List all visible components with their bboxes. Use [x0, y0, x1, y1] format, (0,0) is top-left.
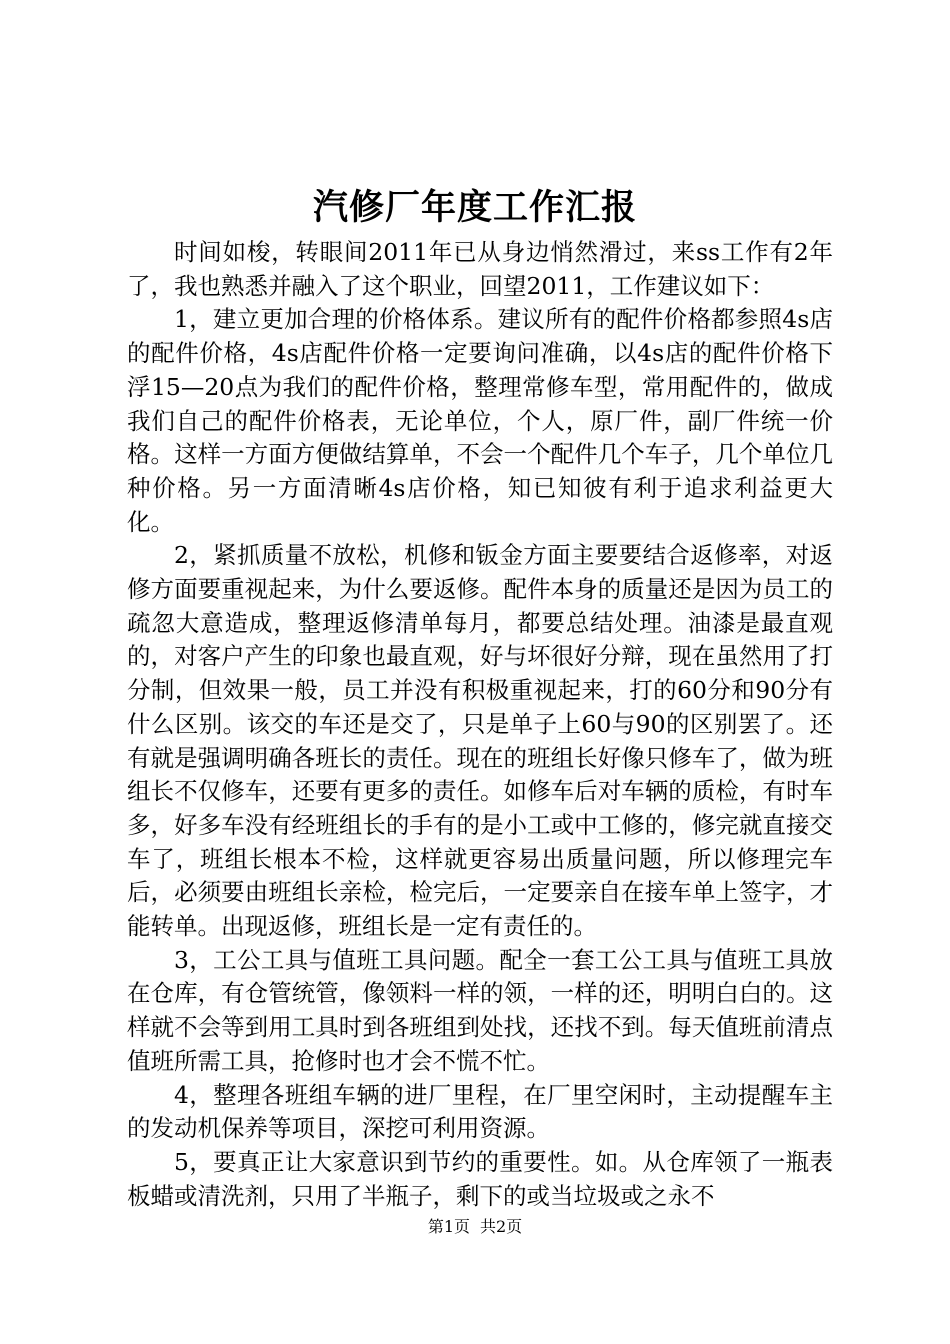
page-number: 第1页 — [427, 1217, 470, 1236]
paragraph-item-5: 5，要真正让大家意识到节约的重要性。如。从仓库领了一瓶表板蜡或清洗剂，只用了半瓶子，剩下的或当垃圾或之永不 — [127, 1147, 833, 1210]
paragraph-item-3: 3，工公工具与值班工具问题。配全一套工公工具与值班工具放在仓库，有仓管统管，像领料一样的领，一样的还，明明白白的。这样就不会等到用工具时到各班组到处找，还找不到。每天值班前清点值班所需工具，抢修时也才会不慌不忙。 — [127, 945, 833, 1075]
paragraph-intro: 时间如梭，转眼间2011年已从身边悄然滑过，来ss工作有2年了，我也熟悉并融入了这个职业，回望2011，工作建议如下： — [127, 238, 833, 300]
paragraph-item-2: 2，紧抓质量不放松，机修和钣金方面主要要结合返修率，对返修方面要重视起来，为什么要返修。配件本身的质量还是因为员工的疏忽大意造成，整理返修清单每月，都要总结处理。油漆是最直观的，对客户产生的印象也最直观，好与坏很好分辩，现在虽然用了打分制，但效果一般，员工并没有积极重视起来，打的60分和90分有什么区别。该交的车还是交了，只是单子上60与90的区别罢了。还有就是强调明确各班长的责任。现在的班组长好像只修车了，做为班组长不仅修车，还要有更多的责任。如修车后对车辆的质检，有时车多，好多车没有经班组长的手有的是小工或中工修的，修完就直接交车了，班组长根本不检，这样就更容易出质量问题，所以修理完车后，必须要由班组长亲检，检完后，一定要亲自在接车单上签字，才能转单。出现返修，班组长是一定有责任的。 — [127, 541, 833, 941]
document-body — [127, 236, 833, 1213]
paragraph-item-4: 4，整理各班组车辆的进厂里程，在厂里空闲时，主动提醒车主的发动机保养等项目，深挖可利用资源。 — [127, 1080, 833, 1143]
page-footer — [0, 1216, 950, 1238]
document-title: 汽修厂年度工作汇报 — [312, 187, 637, 228]
paragraph-item-1: 1，建立更加合理的价格体系。建议所有的配件价格都参照4s店的配件价格，4s店配件价格一定要询问准确，以4s店的配件价格下浮15—20点为我们的配件价格，整理常修车型，常用配件的，做成我们自己的配件价格表，无论单位，个人，原厂件，副厂件统一价格。这样一方面方便做结算单，不会一个配件几个车子，几个单位几种价格。另一方面清晰4s店价格，知已知彼有利于追求利益更大化。 — [127, 305, 833, 536]
page-total: 共2页 — [480, 1217, 523, 1236]
